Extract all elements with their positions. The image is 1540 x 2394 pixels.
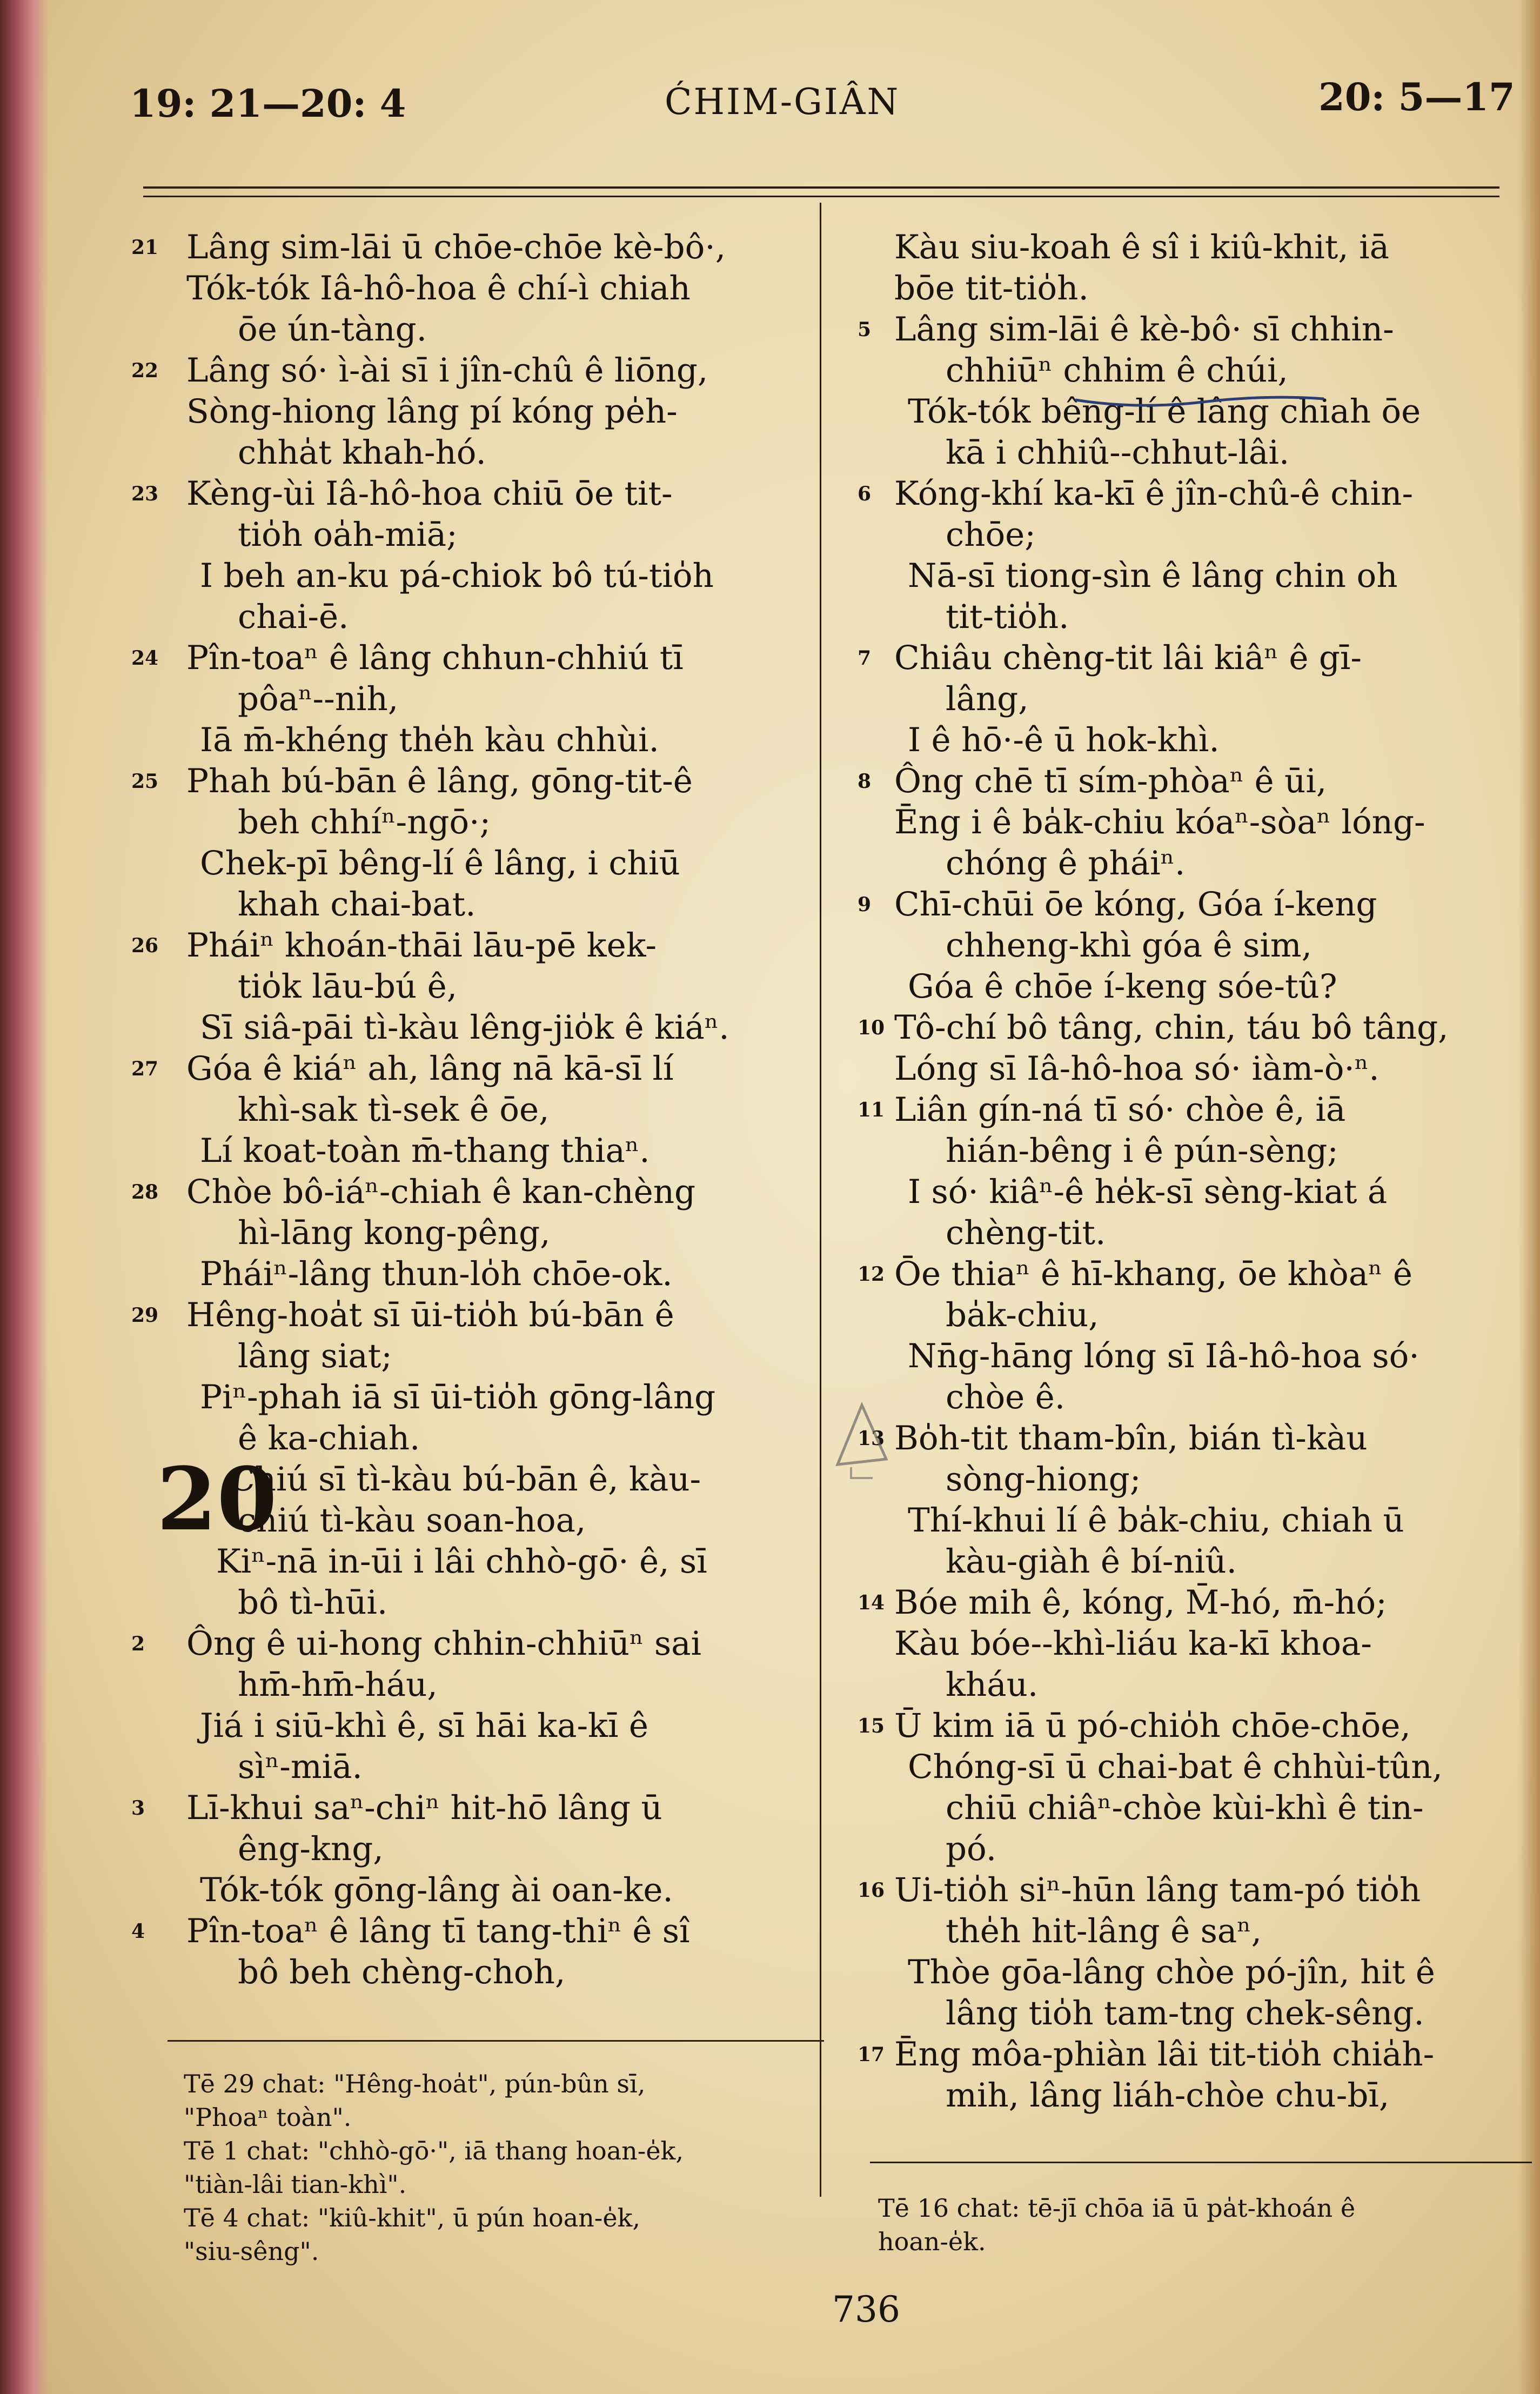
verse-line: chiú tì-kàu soan-hoa,	[238, 1501, 586, 1540]
verse-line: hm̄-hm̄-háu,	[238, 1666, 438, 1704]
verse	[122, 761, 819, 925]
verse	[851, 1706, 1532, 1870]
verse	[851, 884, 1532, 1007]
verse-line: pó.	[946, 1830, 997, 1868]
verse-line: chòe ê.	[946, 1378, 1066, 1416]
column-divider	[820, 203, 821, 2197]
verse-line: Lâng sim-lāi ū chōe-chōe kè-bô·,	[186, 228, 726, 266]
verse-number: 22	[131, 359, 159, 382]
verse-line: chhiūⁿ chhim ê chúi,	[946, 351, 1288, 390]
verse-line: Ēng môa-phiàn lâi tit-tio̍h chia̍h-	[894, 2035, 1435, 2074]
footnote-line: "tiàn-lâi tian-khì".	[184, 2170, 407, 2199]
verse-line: Góa ê chōe í-keng sóe-tû?	[908, 967, 1337, 1006]
verse	[122, 227, 819, 350]
verse-line: hì-lāng kong-pêng,	[238, 1214, 551, 1252]
verse-number: 26	[131, 934, 159, 957]
verse	[851, 473, 1532, 638]
verse-line: Kèng-ùi Iâ-hô-hoa chiū ōe tit-	[186, 474, 673, 513]
verse-line: Bóe mih ê, kóng, M̄-hó, m̄-hó;	[894, 1583, 1387, 1622]
verse-line: pôaⁿ--nih,	[238, 680, 399, 718]
verse-line: bōe tit-tio̍h.	[894, 269, 1089, 307]
verse-line: kháu.	[946, 1666, 1039, 1704]
verse-line: I beh an-ku pá-chiok bô tú-tio̍h	[200, 557, 714, 595]
verse-number: 13	[858, 1427, 885, 1450]
verse	[122, 1172, 819, 1295]
footnote-line: Tē 29 chat: "Hêng-hoa̍t", pún-bûn sī,	[184, 2069, 646, 2098]
verse-number: 14	[858, 1591, 885, 1614]
verse	[851, 761, 1532, 884]
verse-number: 8	[858, 770, 872, 793]
verse-number: 11	[858, 1099, 885, 1121]
verse-number: 5	[858, 318, 872, 341]
verse-line: chha̍t khah-hó.	[238, 433, 486, 472]
verse-line: Iā m̄-khéng the̍h kàu chhùi.	[200, 721, 659, 759]
verse-line: kàu-giàh ê bí-niû.	[946, 1542, 1237, 1581]
verse	[851, 1418, 1532, 1582]
verse-line: Chòe bô-iáⁿ-chiah ê kan-chèng	[186, 1173, 696, 1211]
right-column	[851, 227, 1532, 2116]
verse-line: Nā-sī tiong-sìn ê lâng chin oh	[908, 557, 1398, 595]
verse-line: chiū chiâⁿ-chòe kùi-khì ê tin-	[946, 1789, 1424, 1827]
verse	[851, 1870, 1532, 2034]
book-title: ĆHIM-GIÂN	[665, 81, 900, 123]
verse	[122, 925, 819, 1048]
verse-number: 24	[131, 647, 159, 670]
verse	[122, 473, 819, 638]
verse	[851, 1089, 1532, 1254]
verse	[122, 1448, 819, 1623]
verse-line: êng-kng,	[238, 1830, 384, 1868]
footnote-rule-right	[870, 2162, 1532, 2163]
verse-line: chèng-tit.	[946, 1214, 1106, 1252]
verse-line: tio̍h oa̍h-miā;	[238, 516, 458, 554]
ink-underline-mark	[1073, 389, 1327, 411]
verse-line: Thí-khui lí ê ba̍k-chiu, chiah ū	[908, 1501, 1404, 1540]
verse-line: Piⁿ-phah iā sī ūi-tio̍h gōng-lâng	[200, 1378, 716, 1416]
verse-line: Ōe thiaⁿ ê hī-khang, ōe khòaⁿ ê	[894, 1255, 1413, 1293]
verse-number: 7	[858, 647, 872, 670]
left-column	[122, 227, 819, 1993]
verse	[122, 638, 819, 761]
verse-line: Bo̍h-tit tham-bîn, bián tì-kàu	[894, 1419, 1368, 1457]
verse	[851, 638, 1532, 761]
page-header	[0, 75, 1540, 130]
verse	[122, 350, 819, 473]
verse-number: 23	[131, 483, 159, 505]
verse-line: Ông ê ui-hong chhin-chhiūⁿ sai	[186, 1624, 702, 1663]
verse-line: khah chai-bat.	[238, 885, 476, 924]
verse-line: Kóng-khí ka-kī ê jîn-chû-ê chin-	[894, 474, 1414, 513]
verse-line: Kàu siu-koah ê sî i kiû-khit, iā	[894, 228, 1389, 266]
verse-line: bô tì-hūi.	[238, 1583, 388, 1622]
footnote-line: Tē 1 chat: "chhò-gō·", iā thang hoan-e̍k,	[184, 2136, 684, 2165]
verse-line: Pháiⁿ khoán-thāi lāu-pē kek-	[186, 926, 657, 965]
verse-line: Kiⁿ-nā in-ūi i lâi chhò-gō· ê, sī	[216, 1542, 707, 1581]
verse-line: Liân gín-ná tī só· chòe ê, iā	[894, 1091, 1346, 1129]
verse-number: 25	[131, 770, 159, 793]
verse-number: 2	[131, 1633, 145, 1655]
verse	[122, 1623, 819, 1788]
verse	[851, 1007, 1532, 1089]
verse-number: 10	[858, 1017, 885, 1039]
verse-line: Sī siâ-pāi tì-kàu lêng-jio̍k ê kiáⁿ.	[200, 1008, 729, 1047]
verse-line: Nn̄g-hāng lóng sī Iâ-hô-hoa só·	[908, 1337, 1420, 1375]
header-right-reference: 20: 5—17	[1318, 75, 1515, 119]
verse-number: 28	[131, 1181, 159, 1203]
verse-line: Lí koat-toàn m̄-thang thiaⁿ.	[200, 1132, 650, 1170]
footnote-rule-left	[168, 2040, 824, 2042]
verse-line: chheng-khì góa ê sim,	[946, 926, 1312, 965]
verse-number: 6	[858, 483, 872, 505]
verse-number: 17	[858, 2043, 885, 2066]
verse-line: I só· kiâⁿ-ê he̍k-sī sèng-kiat á	[908, 1173, 1388, 1211]
footnote-line: Tē 4 chat: "kiû-khit", ū pún hoan-e̍k,	[184, 2203, 641, 2232]
header-rule	[143, 186, 1499, 189]
footnotes-left	[184, 2067, 821, 2268]
verse-line: ê ka-chiah.	[238, 1419, 420, 1457]
verse-line: Ū kim iā ū pó-chio̍h chōe-chōe,	[894, 1707, 1411, 1745]
verse-line: mih, lâng liáh-chòe chu-bī,	[946, 2076, 1390, 2115]
footnote-line: "siu-sêng".	[184, 2237, 319, 2266]
chapter-number: 20	[157, 1448, 277, 1550]
verse-line: Ông chē tī sím-phòaⁿ ê ūi,	[894, 762, 1327, 800]
verse-line: kā i chhiû--chhut-lâi.	[946, 433, 1290, 472]
verse-line: hián-bêng i ê pún-sèng;	[946, 1132, 1338, 1170]
verse-line: bô beh chèng-choh,	[238, 1953, 566, 1991]
verse-number: 12	[858, 1263, 885, 1286]
header-rule-thin	[143, 196, 1499, 197]
verse	[122, 1788, 819, 1911]
footnotes-right	[878, 2191, 1532, 2258]
verse-line: Tô-chí bô tâng, chin, táu bô tâng,	[894, 1008, 1449, 1047]
verse	[122, 1295, 819, 1459]
verse-line: lâng siat;	[238, 1337, 392, 1375]
verse-line: Pîn-toaⁿ ê lâng chhun-chhiú tī	[186, 639, 684, 677]
verse-line: Lâng só· ì-ài sī i jîn-chû ê liōng,	[186, 351, 708, 390]
verse-line: Lâng sim-lāi ê kè-bô· sī chhin-	[894, 310, 1394, 349]
footnote-line: hoan-e̍k.	[878, 2227, 986, 2256]
verse-line: Lóng sī Iâ-hô-hoa só· iàm-ò·ⁿ.	[894, 1049, 1380, 1088]
verse-line: Ēng i ê ba̍k-chiu kóaⁿ-sòaⁿ lóng-	[894, 803, 1425, 841]
verse-line: Chī-chūi ōe kóng, Góa í-keng	[894, 885, 1377, 924]
verse-line: Kàu bóe--khì-liáu ka-kī khoa-	[894, 1624, 1372, 1663]
book-spine-edge	[0, 0, 49, 2394]
verse-number: 9	[858, 893, 872, 916]
pencil-triangle-mark	[829, 1400, 894, 1481]
verse-number: 27	[131, 1058, 159, 1080]
verse-line: Pháiⁿ-lâng thun-lo̍h chōe-ok.	[200, 1255, 673, 1293]
verse-number: 15	[858, 1715, 885, 1737]
verse-line: Pîn-toaⁿ ê lâng tī tang-thiⁿ ê sî	[186, 1912, 690, 1950]
verse-line: chai-ē.	[238, 598, 349, 636]
verse-line: Ui-tio̍h siⁿ-hūn lâng tam-pó tio̍h	[894, 1871, 1421, 1909]
verse	[851, 1582, 1532, 1706]
verse-number: 16	[858, 1879, 885, 1902]
verse-line: sìⁿ-miā.	[238, 1748, 363, 1786]
verse-line: Thòe gōa-lâng chòe pó-jîn, hit ê	[908, 1953, 1435, 1991]
verse-line: Jiá i siū-khì ê, sī hāi ka-kī ê	[200, 1707, 649, 1745]
verse-number: 21	[131, 236, 159, 259]
verse-number: 3	[131, 1797, 145, 1820]
verse-line: Hêng-hoa̍t sī ūi-tio̍h bú-bān ê	[186, 1296, 674, 1334]
verse-line: chōe;	[946, 516, 1036, 554]
verse-line: khì-sak tì-sek ê ōe,	[238, 1091, 550, 1129]
verse-number: 4	[131, 1920, 145, 1943]
verse-line: Chiú sī tì-kàu bú-bān ê, kàu-	[230, 1460, 701, 1499]
verse-line: tit-tio̍h.	[946, 598, 1069, 636]
verse	[851, 1254, 1532, 1418]
footnote-line: "Phoaⁿ toàn".	[184, 2103, 352, 2132]
verse-line: Tók-tók gōng-lâng ài oan-ke.	[200, 1871, 673, 1909]
verse-line: ōe ún-tàng.	[238, 310, 427, 349]
verse-line: tio̍k lāu-bú ê,	[238, 967, 458, 1006]
verse	[851, 227, 1532, 309]
verse-line: chóng ê pháiⁿ.	[946, 844, 1186, 882]
verse-line: lâng tio̍h tam-tng chek-sêng.	[946, 1994, 1424, 2032]
verse-line: Chóng-sī ū chai-bat ê chhùi-tûn,	[908, 1748, 1443, 1786]
verse	[851, 2034, 1532, 2116]
verse-line: lâng,	[946, 680, 1029, 718]
verse	[122, 1048, 819, 1172]
verse-line: sòng-hiong;	[946, 1460, 1141, 1499]
verse-line: Chiâu chèng-tit lâi kiâⁿ ê gī-	[894, 639, 1362, 677]
verse-line: Phah bú-bān ê lâng, gōng-tit-ê	[186, 762, 693, 800]
verse	[122, 1911, 819, 1993]
verse-line: Chek-pī bêng-lí ê lâng, i chiū	[200, 844, 680, 882]
verse-line: Tók-tók Iâ-hô-hoa ê chí-ì chiah	[186, 269, 691, 307]
verse-line: Sòng-hiong lâng pí kóng pe̍h-	[186, 392, 678, 431]
verse-number: 29	[131, 1304, 159, 1327]
verse-line: the̍h hit-lâng ê saⁿ,	[946, 1912, 1262, 1950]
verse-line: Lī-khui saⁿ-chiⁿ hit-hō lâng ū	[186, 1789, 662, 1827]
verse-line: beh chhíⁿ-ngō·;	[238, 803, 491, 841]
verse-line: I ê hō·-ê ū hok-khì.	[908, 721, 1220, 759]
verse-line: Góa ê kiáⁿ ah, lâng nā kā-sī lí	[186, 1049, 674, 1088]
verse-line: Tók-tók bêng-lí ê lâng chiah ōe	[908, 392, 1421, 431]
verse-line: ba̍k-chiu,	[946, 1296, 1099, 1334]
footnote-line: Tē 16 chat: tē-jī chōa iā ū pa̍t-khoán ê	[878, 2194, 1356, 2223]
page-number: 736	[832, 2289, 900, 2330]
header-left-reference: 19: 21—20: 4	[130, 81, 406, 126]
